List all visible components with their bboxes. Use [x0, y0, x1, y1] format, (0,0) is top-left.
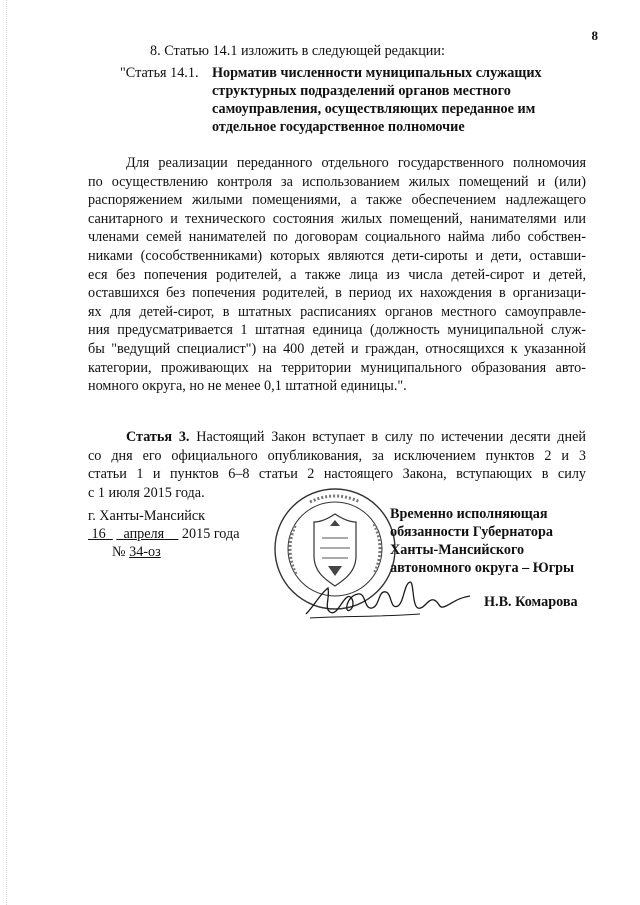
body-line: статьи 1 и пунктов 6–8 статьи 2 настоящего Закона, вступающих в силу — [88, 466, 586, 483]
city: г. Ханты-Мансийск — [88, 508, 206, 524]
amendment-intro: 8. Статью 14.1 изложить в следующей редакции: — [150, 43, 445, 59]
article-3-label: Статья 3. — [126, 429, 190, 445]
article-14-1-body — [88, 154, 586, 396]
body-line: по осуществлению контроля за использованием жилых помещений и (или) — [88, 173, 586, 190]
body-line: с 1 июля 2015 года. — [88, 484, 205, 501]
body-line: бы "ведущий специалист") на 400 детей и граждан, относящихся к указанной — [88, 340, 586, 357]
number-prefix: № — [112, 544, 126, 560]
body-line: Для реализации переданного отдельного государственного полномочия — [126, 155, 586, 171]
place-date-number — [88, 507, 240, 561]
signer-name: Н.В. Комарова — [484, 594, 578, 610]
date-day: 16 — [91, 526, 106, 542]
article-title-line-2: структурных подразделений органов местного — [212, 83, 511, 99]
scan-edge — [0, 0, 7, 905]
body-line: со дня его официального опубликования, за исключением пунктов 2 и 3 — [88, 447, 586, 464]
body-line: еся без попечения родителей, а также лица из числа детей-сирот и детей, — [88, 266, 586, 283]
law-number — [88, 543, 240, 561]
article-3-text: Настоящий Закон вступает в силу по истечении десяти дней — [189, 429, 587, 445]
date-month: апреля — [123, 526, 165, 542]
page-number: 8 — [591, 28, 598, 43]
handwritten-signature — [300, 576, 475, 622]
signer-title-line: Временно исполняющая — [390, 506, 548, 522]
article-prefix: "Статья 14.1. — [120, 65, 199, 81]
signer-title — [390, 505, 574, 577]
signer-title-line: обязанности Губернатора — [390, 524, 553, 540]
body-line: категории, проживающих на территории муниципального образования авто- — [88, 359, 586, 376]
body-line: распоряжением жилыми помещениями, а также обеспечением надлежащего — [88, 192, 586, 209]
body-line: членами семей нанимателей по договорам социального найма либо собствен- — [88, 229, 586, 246]
date-year: 2015 года — [181, 526, 240, 542]
body-line: ях для детей-сирот, в штатных расписаниях органов местного самоуправле- — [88, 303, 586, 320]
number-value: 34-оз — [129, 544, 161, 560]
article-title-line-3: самоуправления, осуществляющих переданное им — [212, 101, 536, 117]
body-line: ния предусматривается 1 штатная единица (должность муниципальной служ- — [88, 322, 586, 339]
body-line — [88, 428, 586, 447]
signer-title-line: автономного округа – Югры — [390, 560, 575, 576]
body-line: оставшихся без попечения родителей, в период их нахождения в организаци- — [88, 285, 586, 302]
article-title-line-1: Норматив численности муниципальных служащих — [212, 65, 542, 81]
body-line: никами (сособственниками) которых являются дети-сироты и дети, оставши- — [88, 247, 586, 264]
date-line — [88, 525, 240, 543]
body-line: санитарного и технического состояния жилых помещений, нанимателями или — [88, 210, 586, 227]
article-title-line-4: отдельное государственное полномочие — [212, 119, 465, 135]
body-line: номного округа, но не менее 0,1 штатной единицы.". — [88, 378, 407, 395]
signer-title-line: Ханты-Мансийского — [390, 542, 525, 558]
